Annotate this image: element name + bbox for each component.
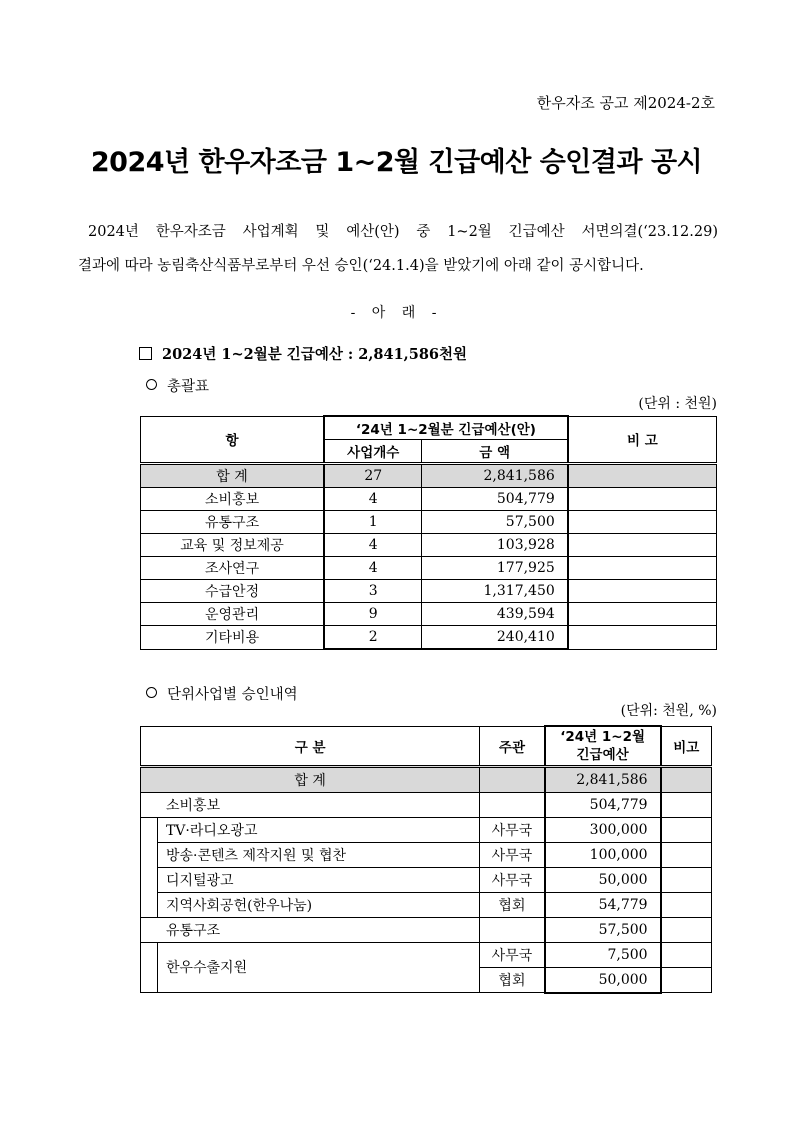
item-note [661, 867, 712, 892]
table-row [141, 626, 717, 650]
below-label: - 아 래 - [350, 305, 443, 321]
total-row [141, 766, 712, 792]
table-row [141, 603, 717, 626]
row-item: 유통구조 [141, 511, 325, 534]
item-manager: 협회 [480, 892, 545, 917]
row-item: 수급안정 [141, 580, 325, 603]
circle-bullet-icon [146, 379, 157, 390]
group-amount: 57,500 [545, 917, 661, 942]
row-amount: 439,594 [422, 603, 568, 626]
circle-bullet-icon [146, 687, 157, 698]
item-name: 방송·콘텐츠 제작지원 및 협찬 [157, 842, 479, 867]
row-item: 교육 및 정보제공 [141, 534, 325, 557]
row-item: 기타비용 [141, 626, 325, 650]
item-amount: 54,779 [545, 892, 661, 917]
header-budget-group: ‘24년 1~2월분 긴급예산(안) [324, 416, 568, 440]
intro-paragraph [78, 215, 718, 283]
row-note [568, 511, 717, 534]
summary-unit: (단위 : 천원) [638, 396, 717, 412]
row-note [568, 580, 717, 603]
item-amount: 7,500 [545, 942, 661, 967]
total-amount: 2,841,586 [422, 464, 568, 488]
row-note [568, 534, 717, 557]
indent-cell [141, 892, 158, 917]
detail-unit: (단위: 천원, %) [620, 703, 717, 719]
row-amount: 504,779 [422, 488, 568, 511]
row-amount: 177,925 [422, 557, 568, 580]
table-row [141, 817, 712, 842]
item-manager: 협회 [480, 967, 545, 993]
table-row [141, 842, 712, 867]
detail-heading-text: 단위사업별 승인내역 [167, 687, 298, 703]
row-count: 4 [324, 557, 422, 580]
row-amount: 103,928 [422, 534, 568, 557]
item-note [661, 967, 712, 993]
indent-cell [141, 867, 158, 892]
group-note [661, 917, 712, 942]
notice-number: 한우자조 공고 제2024-2호 [536, 94, 715, 112]
row-amount: 240,410 [422, 626, 568, 650]
section-heading-text: 2024년 1~2월분 긴급예산 : 2,841,586천원 [162, 346, 468, 363]
intro-line-2: 결과에 따라 농림축산식품부로부터 우선 승인(‘24.1.4)을 받았기에 아래 같이 공시합니다. [78, 258, 644, 274]
row-item: 조사연구 [141, 557, 325, 580]
item-name: TV·라디오광고 [157, 817, 479, 842]
row-note [568, 603, 717, 626]
row-item: 운영관리 [141, 603, 325, 626]
item-name: 한우수출지원 [157, 942, 479, 993]
header-note: 비고 [661, 726, 712, 766]
table-row [141, 580, 717, 603]
row-amount: 1,317,450 [422, 580, 568, 603]
indent-cell [141, 817, 158, 842]
row-note [568, 488, 717, 511]
group-manager [480, 917, 545, 942]
item-note [661, 942, 712, 967]
header-manager: 주관 [480, 726, 545, 766]
item-manager: 사무국 [480, 842, 545, 867]
detail-heading [146, 683, 298, 704]
row-count: 9 [324, 603, 422, 626]
group-row [141, 917, 712, 942]
item-note [661, 817, 712, 842]
row-count: 4 [324, 534, 422, 557]
item-name: 디지털광고 [157, 867, 479, 892]
indent-cell [141, 842, 158, 867]
row-amount: 57,500 [422, 511, 568, 534]
total-label: 합 계 [141, 464, 325, 488]
group-name: 소비홍보 [141, 792, 480, 817]
total-amount: 2,841,586 [545, 766, 661, 792]
header-budget-line-1: ‘24년 1~2월 [560, 728, 645, 745]
table-row [141, 488, 717, 511]
total-label: 합 계 [141, 766, 480, 792]
item-amount: 50,000 [545, 867, 661, 892]
item-manager: 사무국 [480, 817, 545, 842]
total-note [661, 766, 712, 792]
summary-table [140, 415, 717, 650]
indent-cell [141, 942, 158, 993]
header-item: 항 [141, 416, 325, 464]
row-count: 1 [324, 511, 422, 534]
header-count: 사업개수 [324, 440, 422, 464]
table-row [141, 942, 712, 967]
item-manager: 사무국 [480, 867, 545, 892]
item-amount: 50,000 [545, 967, 661, 993]
table-row [141, 511, 717, 534]
summary-heading [146, 375, 209, 396]
item-note [661, 842, 712, 867]
total-note [568, 464, 717, 488]
table-row [141, 534, 717, 557]
item-manager: 사무국 [480, 942, 545, 967]
item-name: 지역사회공헌(한우나눔) [157, 892, 479, 917]
header-note: 비 고 [568, 416, 717, 464]
item-amount: 100,000 [545, 842, 661, 867]
table-row [141, 892, 712, 917]
group-note [661, 792, 712, 817]
item-amount: 300,000 [545, 817, 661, 842]
item-note [661, 892, 712, 917]
intro-line-1: 2024년 한우자조금 사업계획 및 예산(안) 중 1~2월 긴급예산 서면의결(‘23.12.29) [88, 224, 718, 240]
section-heading [139, 343, 467, 364]
header-budget [545, 726, 661, 766]
header-amount: 금 액 [422, 440, 568, 464]
row-note [568, 626, 717, 650]
header-budget-line-2: 긴급예산 [576, 746, 629, 763]
group-row [141, 792, 712, 817]
row-count: 3 [324, 580, 422, 603]
summary-heading-text: 총괄표 [167, 379, 210, 395]
table-row [141, 867, 712, 892]
page-title: 2024년 한우자조금 1~2월 긴급예산 승인결과 공시 [90, 147, 703, 178]
row-count: 4 [324, 488, 422, 511]
detail-table [140, 725, 712, 994]
row-count: 2 [324, 626, 422, 650]
group-name: 유통구조 [141, 917, 480, 942]
row-note [568, 557, 717, 580]
table-row [141, 557, 717, 580]
header-category: 구 분 [141, 726, 480, 766]
row-item: 소비홍보 [141, 488, 325, 511]
square-bullet-icon [139, 347, 152, 360]
total-row [141, 464, 717, 488]
group-amount: 504,779 [545, 792, 661, 817]
group-manager [480, 792, 545, 817]
total-count: 27 [324, 464, 422, 488]
total-manager [480, 766, 545, 792]
